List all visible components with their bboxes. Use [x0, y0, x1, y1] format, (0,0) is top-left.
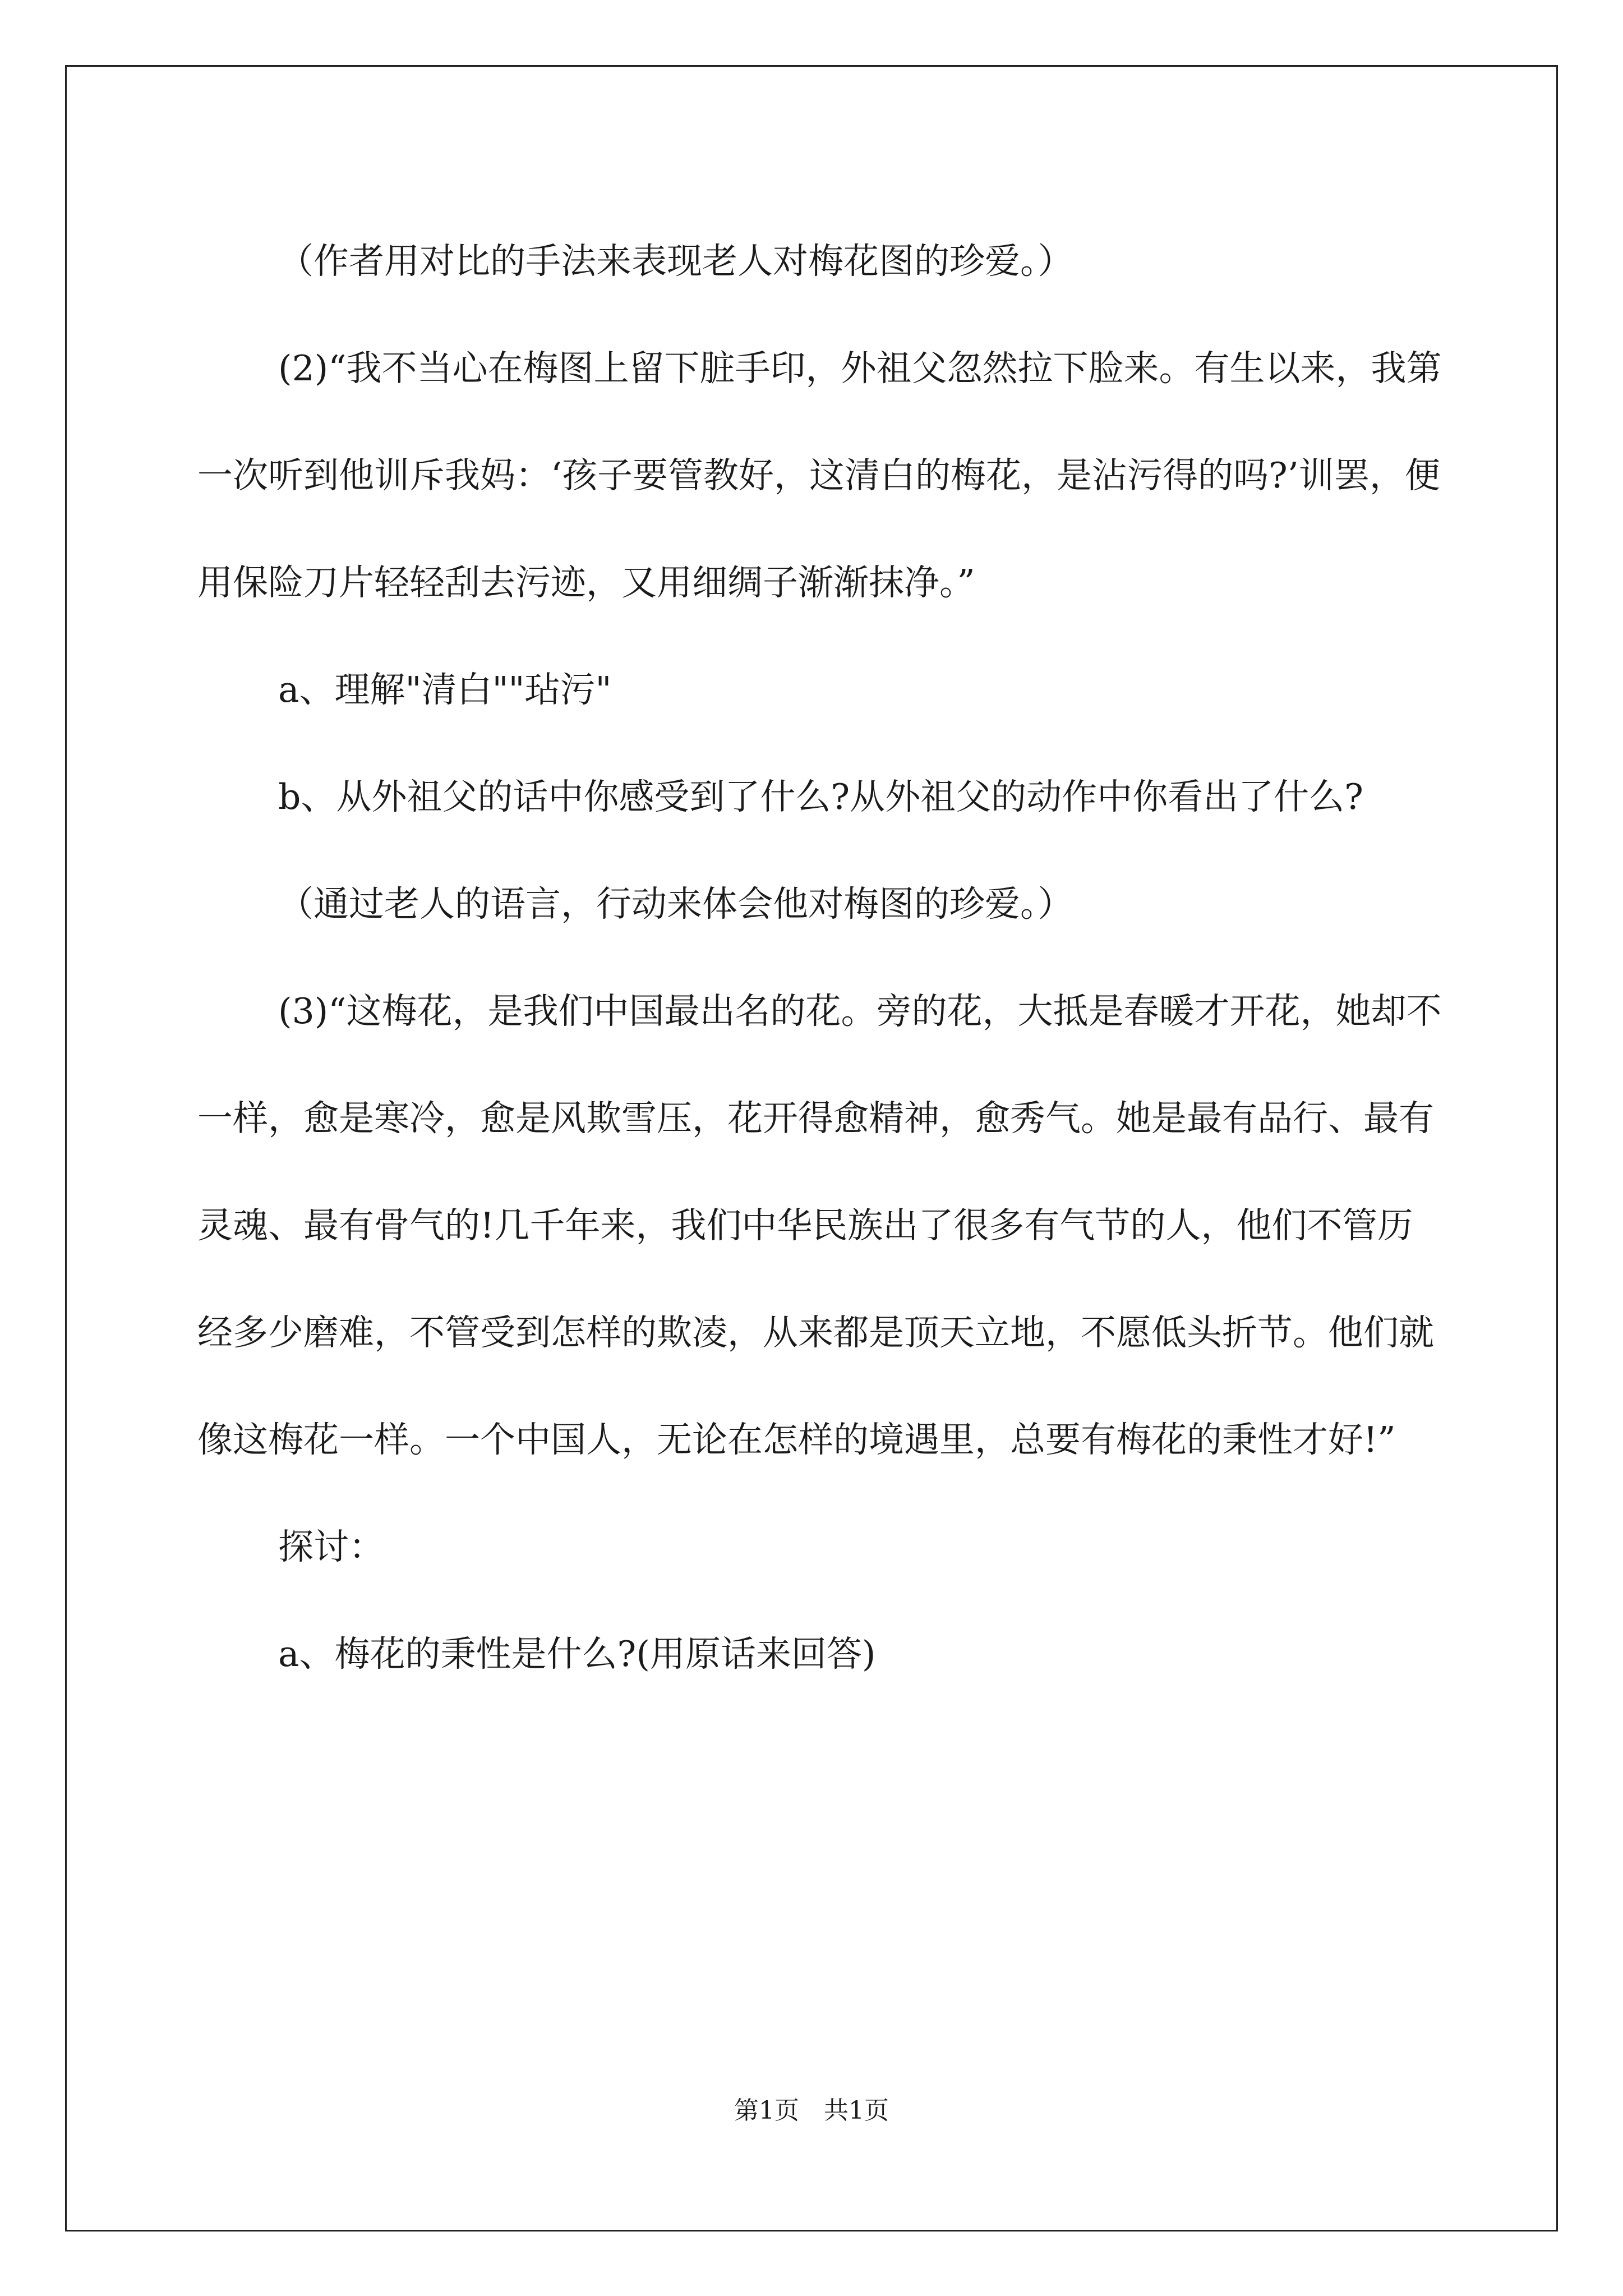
paragraph-quote-3: (3)“这梅花，是我们中国最出名的花。旁的花，大抵是春暖才开花，她却不一样，愈是寒冷，愈是风欺雪压，花开得愈精神，愈秀气。她是最有品行、最有灵魂、最有骨气的!几千年来，我们中华民族出了很多有气节的人，他们不管历经多少磨难，不管受到怎样的欺凌，从来都是顶天立地，不愿低头折节。他们就像这梅花一样。一个中国人，无论在怎样的境遇里，总要有梅花的秉性才好!” — [197, 991, 1442, 1460]
paragraph-quote-2: (2)“我不当心在梅图上留下脏手印，外祖父忽然拉下脸来。有生以来，我第一次听到他训斥我妈：‘孩子要管教好，这清白的梅花，是沾污得的吗?’训罢，便用保险刀片轻轻刮去污迹，又用细绸子渐渐抹净。” — [197, 348, 1442, 603]
page-footer — [0, 2090, 1623, 2126]
paragraph-discussion-heading: 探讨： — [278, 1526, 384, 1567]
paragraph-contrast-note: （作者用对比的手法来表现老人对梅花图的珍爱。） — [278, 241, 1073, 282]
current-page-number: 第1页 — [734, 2096, 799, 2125]
paragraph-question-a-understand: a、理解"清白""玷污" — [278, 669, 612, 710]
paragraph-question-b: b、从外祖父的话中你感受到了什么?从外祖父的动作中你看出了什么? — [278, 776, 1363, 817]
paragraph-language-note: （通过老人的语言，行动来体会他对梅图的珍爱。） — [278, 884, 1073, 924]
paragraph-question-a-nature: a、梅花的秉性是什么?(用原话来回答) — [278, 1634, 876, 1674]
document-body — [197, 208, 1448, 1708]
total-page-count: 共1页 — [824, 2096, 889, 2125]
